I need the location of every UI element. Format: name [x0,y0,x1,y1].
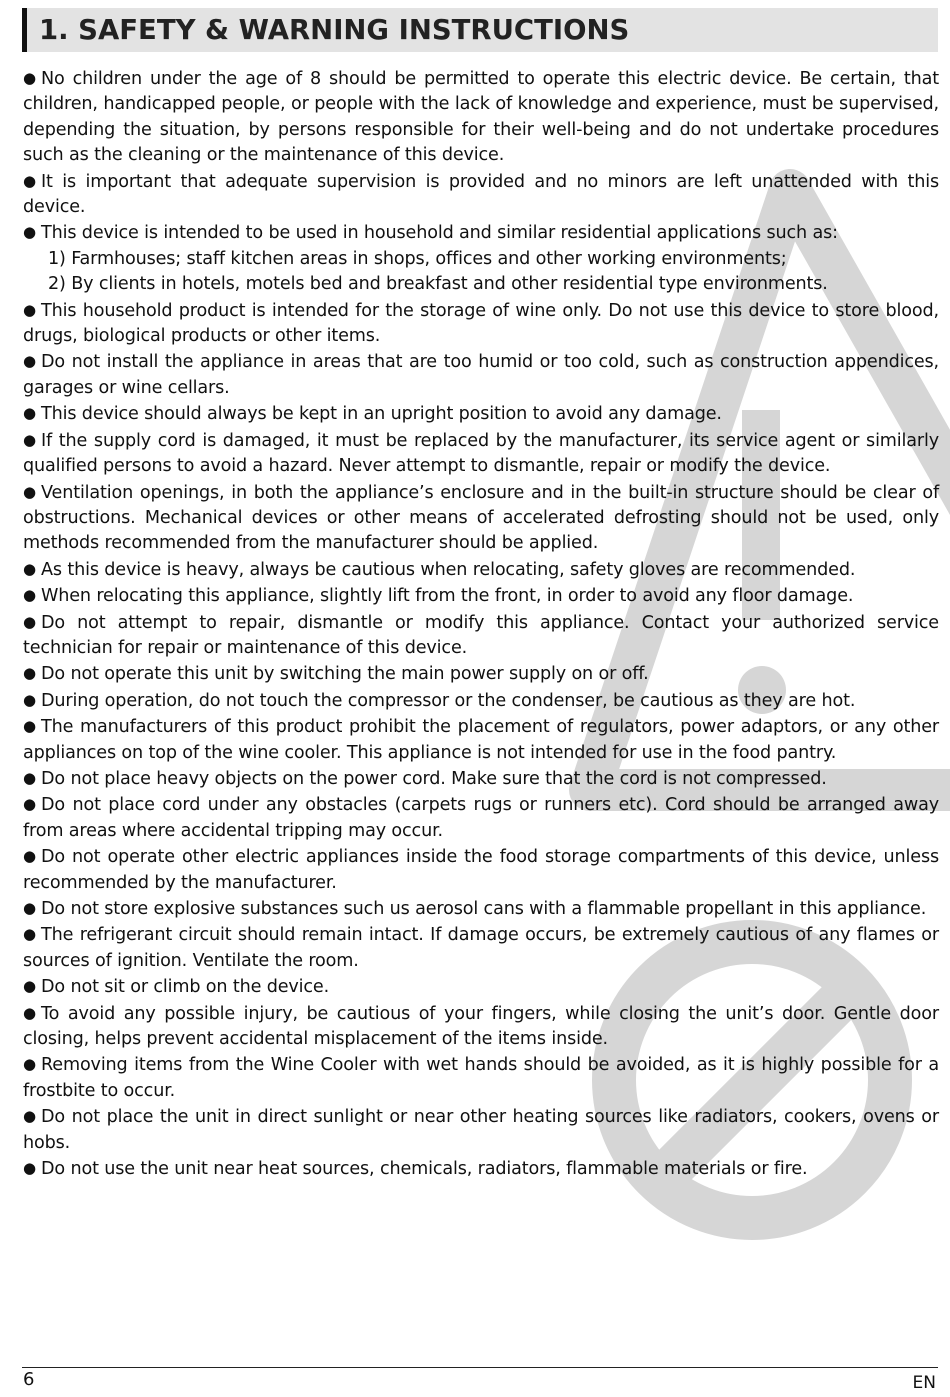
bullet-icon: ● [23,925,36,944]
bullet-icon: ● [23,223,36,242]
bullet-icon: ● [23,586,36,605]
bullet-icon: ● [23,300,36,319]
section-title: 1. SAFETY & WARNING INSTRUCTIONS [39,14,630,46]
bullet-icon: ● [23,768,36,787]
list-item: ● No children under the age of 8 should be permitted to operate this electric device. Be certain, that children, handicapped people, or people with the lack of knowledge and experience, must be supervised, depending the situation, by persons responsible for their well-being and do not undertake procedures such as the cleaning or the maintenance of this device. [23,66,939,169]
bullet-icon: ● [23,404,36,423]
list-item: ● Do not place heavy objects on the power cord. Make sure that the cord is not compressed. [23,766,939,792]
list-item: ● The refrigerant circuit should remain intact. If damage occurs, be extremely cautious of any flames or sources of ignition. Ventilate the room. [23,922,939,974]
bullet-icon: ● [23,1003,36,1022]
page-number: 6 [23,1369,35,1390]
list-item: ● Do not place the unit in direct sunlight or near other heating sources like radiators, cookers, ovens or hobs. [23,1104,939,1156]
bullet-icon: ● [23,847,36,866]
list-item: ● Do not use the unit near heat sources, chemicals, radiators, flammable materials or fire. [23,1156,939,1182]
list-item: ● Do not store explosive substances such us aerosol cans with a flammable propellant in this appliance. [23,896,939,922]
list-item: ● This device is intended to be used in household and similar residential applications such as: [23,220,939,246]
bullet-icon: ● [23,69,36,87]
bullet-icon: ● [23,977,36,996]
list-item: ● Do not operate other electric appliances inside the food storage compartments of this device, unless recommended by the manufacturer. [23,844,939,896]
list-item: ● Do not install the appliance in areas that are too humid or too cold, such as construction appendices, garages or wine cellars. [23,349,939,401]
bullet-icon: ● [23,717,36,736]
bullet-icon: ● [23,1107,36,1126]
list-item: ● During operation, do not touch the compressor or the condenser, be cautious as they are hot. [23,688,939,714]
list-subitem: 1) Farmhouses; staff kitchen areas in shops, offices and other working environments; [48,248,787,269]
bullet-icon: ● [23,1055,36,1074]
list-item: ● When relocating this appliance, slightly lift from the front, in order to avoid any floor damage. [23,583,939,609]
safety-instructions-list [23,66,939,1182]
list-item: ● To avoid any possible injury, be cautious of your fingers, while closing the unit’s door. Gentle door closing, helps prevent accidental misplacement of the items inside. [23,1001,939,1053]
list-item: ● Ventilation openings, in both the appliance’s enclosure and in the built-in structure should be clear of obstructions. Mechanical devices or other means of accelerated defrosting should not be used, only methods recommended from the manufacturer should be applied. [23,480,939,557]
list-item: ● It is important that adequate supervision is provided and no minors are left unattended with this device. [23,169,939,221]
bullet-icon: ● [23,899,36,917]
bullet-icon: ● [23,430,36,449]
list-item: ● Do not place cord under any obstacles (carpets rugs or runners etc). Cord should be arranged away from areas where accidental tripping may occur. [23,792,939,844]
language-code: EN [912,1373,936,1393]
bullet-icon: ● [23,795,36,814]
bullet-icon: ● [23,171,36,190]
list-item: ● Removing items from the Wine Cooler with wet hands should be avoided, as it is highly possible for a frostbite to occur. [23,1052,939,1104]
section-header [22,8,938,52]
list-item: ● Do not attempt to repair, dismantle or modify this appliance. Contact your authorized service technician for repair or maintenance of this device. [23,610,939,662]
list-item: ● Do not sit or climb on the device. [23,974,939,1000]
list-item: ● If the supply cord is damaged, it must be replaced by the manufacturer, its service agent or similarly qualified persons to avoid a hazard. Never attempt to dismantle, repair or modify the device. [23,428,939,480]
list-item: ● This device should always be kept in an upright position to avoid any damage. [23,401,939,427]
list-item: ● Do not operate this unit by switching the main power supply on or off. [23,661,939,687]
bullet-icon: ● [23,664,36,683]
bullet-icon: ● [23,559,36,578]
bullet-icon: ● [23,1159,36,1178]
list-subitem: 2) By clients in hotels, motels bed and breakfast and other residential type environments. [48,274,828,295]
list-item: ● This household product is intended for the storage of wine only. Do not use this device to store blood, drugs, biological products or other items. [23,298,939,350]
list-item: ● As this device is heavy, always be cautious when relocating, safety gloves are recommended. [23,557,939,583]
bullet-icon: ● [23,690,36,709]
bullet-icon: ● [23,352,36,371]
list-item: ● The manufacturers of this product prohibit the placement of regulators, power adaptors, or any other appliances on top of the wine cooler. This appliance is not intended for use in the food pantry. [23,714,939,766]
bullet-icon: ● [23,482,36,501]
bullet-icon: ● [23,612,36,631]
footer-divider [22,1367,938,1368]
